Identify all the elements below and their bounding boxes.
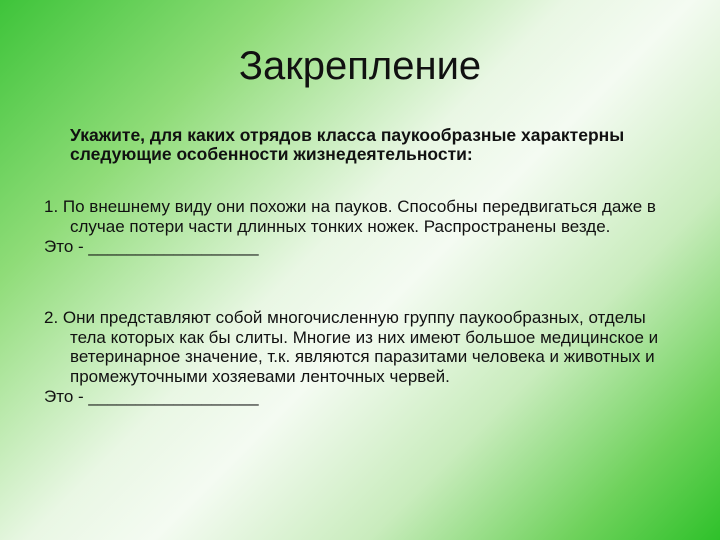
question-item-1 [44,197,684,257]
question-text-2: 2. Они представляют собой многочисленную группу паукообразных, отделы тела которых как бы слиты. Многие из них имеют большое медицинское и ветеринарное значение, т.к. являются паразитами человека и животных и промежуточными хозяевами ленточных червей. [44,308,659,386]
answer-blank-2: Это - __________________ [44,387,259,406]
slide-title: Закрепление [238,44,482,88]
question-text-1: 1. По внешнему виду они похожи на пауков. Способны передвигаться даже в случае потери части длинных тонких ножек. Распространены везде. [44,197,656,236]
task-instruction: Укажите, для каких отрядов класса паукообразные характерны следующие особенности жизнедеятельности: [70,125,625,164]
question-item-2 [44,308,684,407]
answer-blank-1: Это - __________________ [44,237,259,256]
